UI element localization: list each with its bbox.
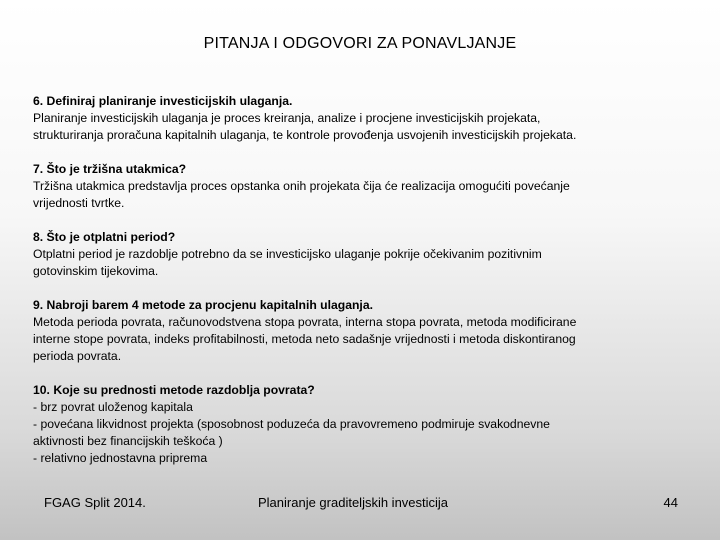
- question: 8. Što je otplatni period?: [33, 230, 176, 244]
- answer: Otplatni period je razdoblje potrebno da se investicijsko ulaganje pokrije očekivanim pozitivnim gotovinskim tijekovima.: [33, 247, 542, 278]
- page-number: 44: [663, 495, 678, 510]
- question: 6. Definiraj planiranje investicijskih ulaganja.: [33, 94, 293, 108]
- qa-item: [33, 93, 693, 144]
- answer: Metoda perioda povrata, računovodstvena stopa povrata, interna stopa povrata, metoda modificirane interne stope povrata, indeks profitabilnosti, metoda neto sadašnje vrijednosti i metoda diskontiranog perioda povrata.: [33, 315, 577, 363]
- qa-item: [33, 382, 693, 467]
- question: 10. Koje su prednosti metode razdoblja povrata?: [33, 383, 315, 397]
- answer: Planiranje investicijskih ulaganja je proces kreiranja, analize i procjene investicijskih projekata, strukturiranja proračuna kapitalnih ulaganja, te kontrole provođenja usvojenih investicijskih projekata.: [33, 111, 577, 142]
- question: 7. Što je tržišna utakmica?: [33, 162, 187, 176]
- footer-course: Planiranje graditeljskih investicija: [258, 495, 449, 510]
- footer-institution: FGAG Split 2014.: [44, 495, 146, 510]
- answer: - brz povrat uloženog kapitala - povećana likvidnost projekta (sposobnost poduzeća da pravovremeno podmiruje svakodnevne aktivnosti bez financijskih teškoća ) - relativno jednostavna priprema: [33, 400, 550, 465]
- qa-list: [33, 93, 693, 484]
- question: 9. Nabroji barem 4 metode za procjenu kapitalnih ulaganja.: [33, 298, 373, 312]
- answer: Tržišna utakmica predstavlja proces opstanka onih projekata čija će realizacija omogućiti povećanje vrijednosti tvrtke.: [33, 179, 570, 210]
- slide-title: PITANJA I ODGOVORI ZA PONAVLJANJE: [203, 35, 517, 52]
- qa-item: [33, 161, 693, 212]
- qa-item: [33, 297, 693, 365]
- qa-item: [33, 229, 693, 280]
